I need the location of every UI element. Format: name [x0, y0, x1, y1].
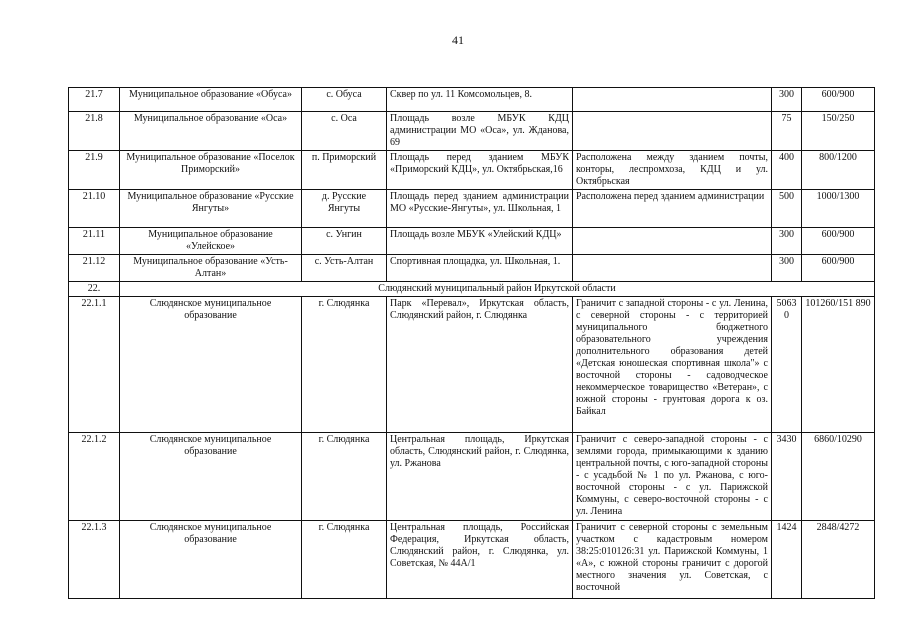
page-number: 41: [452, 33, 464, 47]
capacity-cell: 600/900: [802, 88, 875, 112]
municipality-cell: Муниципальное образование «Русские Янгуты»: [120, 190, 302, 228]
row-number: 21.7: [69, 88, 120, 112]
boundaries-cell: Расположена перед зданием администрации: [573, 190, 772, 228]
place-cell: Площадь перед зданием МБУК «Приморский КДЦ», ул. Октябрьская,16: [387, 151, 573, 190]
settlement-cell: г. Слюдянка: [302, 433, 387, 521]
area-cell: 400: [772, 151, 802, 190]
area-cell: 500: [772, 190, 802, 228]
area-cell: 5063 0: [772, 297, 802, 433]
row-number: 22.1.3: [69, 521, 120, 599]
capacity-cell: 2848/4272: [802, 521, 875, 599]
capacity-cell: 600/900: [802, 228, 875, 255]
table-row: [69, 255, 875, 282]
row-number: 21.9: [69, 151, 120, 190]
table-row: [69, 112, 875, 151]
settlement-cell: с. Оса: [302, 112, 387, 151]
settlement-cell: г. Слюдянка: [302, 521, 387, 599]
row-number: 21.12: [69, 255, 120, 282]
area-cell: 300: [772, 228, 802, 255]
municipality-cell: Слюдянское муниципальное образование: [120, 297, 302, 433]
place-cell: Парк «Перевал», Иркутская область, Слюдянский район, г. Слюдянка: [387, 297, 573, 433]
boundaries-cell: [573, 88, 772, 112]
place-cell: Площадь возле МБУК КДЦ администрации МО «Оса», ул. Жданова, 69: [387, 112, 573, 151]
municipality-cell: Муниципальное образование «Поселок Приморский»: [120, 151, 302, 190]
capacity-cell: 1000/1300: [802, 190, 875, 228]
table-row: [69, 151, 875, 190]
municipality-cell: Муниципальное образование «Улейское»: [120, 228, 302, 255]
table-row: [69, 190, 875, 228]
row-number: 22.1.2: [69, 433, 120, 521]
boundaries-cell: [573, 228, 772, 255]
row-number: 21.10: [69, 190, 120, 228]
table-row: [69, 88, 875, 112]
capacity-cell: 800/1200: [802, 151, 875, 190]
place-cell: Центральная площадь, Российская Федерация, Иркутская область, Слюдянский район, г. Слюдянка, ул. Советская, № 44А/1: [387, 521, 573, 599]
place-cell: Сквер по ул. 11 Комсомольцев, 8.: [387, 88, 573, 112]
municipality-cell: Слюдянское муниципальное образование: [120, 433, 302, 521]
boundaries-cell: Граничит с северной стороны с земельным участком с кадастровым номером 38:25:010126:31 ул. Парижской Коммуны, 1 «А», с южной стороны граничит с дорогой местного значения ул. Советская, с восточной: [573, 521, 772, 599]
municipality-cell: Муниципальное образование «Обуса»: [120, 88, 302, 112]
place-cell: Спортивная площадка, ул. Школьная, 1.: [387, 255, 573, 282]
table-row: [69, 433, 875, 521]
capacity-cell: 6860/10290: [802, 433, 875, 521]
area-cell: 300: [772, 88, 802, 112]
capacity-cell: 101260/151 890: [802, 297, 875, 433]
place-cell: Центральная площадь, Иркутская область, Слюдянский район, г. Слюдянка, ул. Ржанова: [387, 433, 573, 521]
settlement-cell: д. Русские Янгуты: [302, 190, 387, 228]
area-cell: 300: [772, 255, 802, 282]
section-title: Слюдянский муниципальный район Иркутской области: [120, 282, 875, 297]
table-row: [69, 521, 875, 599]
settlement-cell: г. Слюдянка: [302, 297, 387, 433]
settlement-cell: с. Обуса: [302, 88, 387, 112]
settlement-cell: п. Приморский: [302, 151, 387, 190]
boundaries-cell: Граничит с западной стороны - с ул. Ленина, с северной стороны - с территорией муниципального бюджетного образовательного учреждения дополнительного образования детей «Детская юношеская спортивная школа"» с восточной стороны - садоводческое некоммерческое товарищество «Ветеран», с южной стороны - грунтовая дорога к оз. Байкал: [573, 297, 772, 433]
area-cell: 3430: [772, 433, 802, 521]
settlement-cell: с. Усть-Алтан: [302, 255, 387, 282]
settlement-cell: с. Унгин: [302, 228, 387, 255]
section-number: 22.: [69, 282, 120, 297]
boundaries-cell: Расположена между зданием почты, конторы, леспромхоза, КДЦ и ул. Октябрьская: [573, 151, 772, 190]
boundaries-cell: Граничит с северо-западной стороны - с землями города, примыкающими к зданию центральной почты, с юго-западной стороны - с усадьбой № 1 по ул. Ржанова, с юго-восточной стороны - с ул. Парижской Коммуны, с северо-восточной стороны - с ул. Ленина: [573, 433, 772, 521]
section-row: [69, 282, 875, 297]
capacity-cell: 150/250: [802, 112, 875, 151]
row-number: 21.8: [69, 112, 120, 151]
municipality-cell: Муниципальное образование «Усть-Алтан»: [120, 255, 302, 282]
area-cell: 1424: [772, 521, 802, 599]
capacity-cell: 600/900: [802, 255, 875, 282]
area-cell: 75: [772, 112, 802, 151]
places-table: [68, 87, 875, 599]
table-row: [69, 297, 875, 433]
row-number: 22.1.1: [69, 297, 120, 433]
place-cell: Площадь возле МБУК «Улейский КДЦ»: [387, 228, 573, 255]
boundaries-cell: [573, 112, 772, 151]
table-row: [69, 228, 875, 255]
municipality-cell: Муниципальное образование «Оса»: [120, 112, 302, 151]
municipality-cell: Слюдянское муниципальное образование: [120, 521, 302, 599]
place-cell: Площадь перед зданием администрации МО «Русские-Янгуты», ул. Школьная, 1: [387, 190, 573, 228]
row-number: 21.11: [69, 228, 120, 255]
boundaries-cell: [573, 255, 772, 282]
